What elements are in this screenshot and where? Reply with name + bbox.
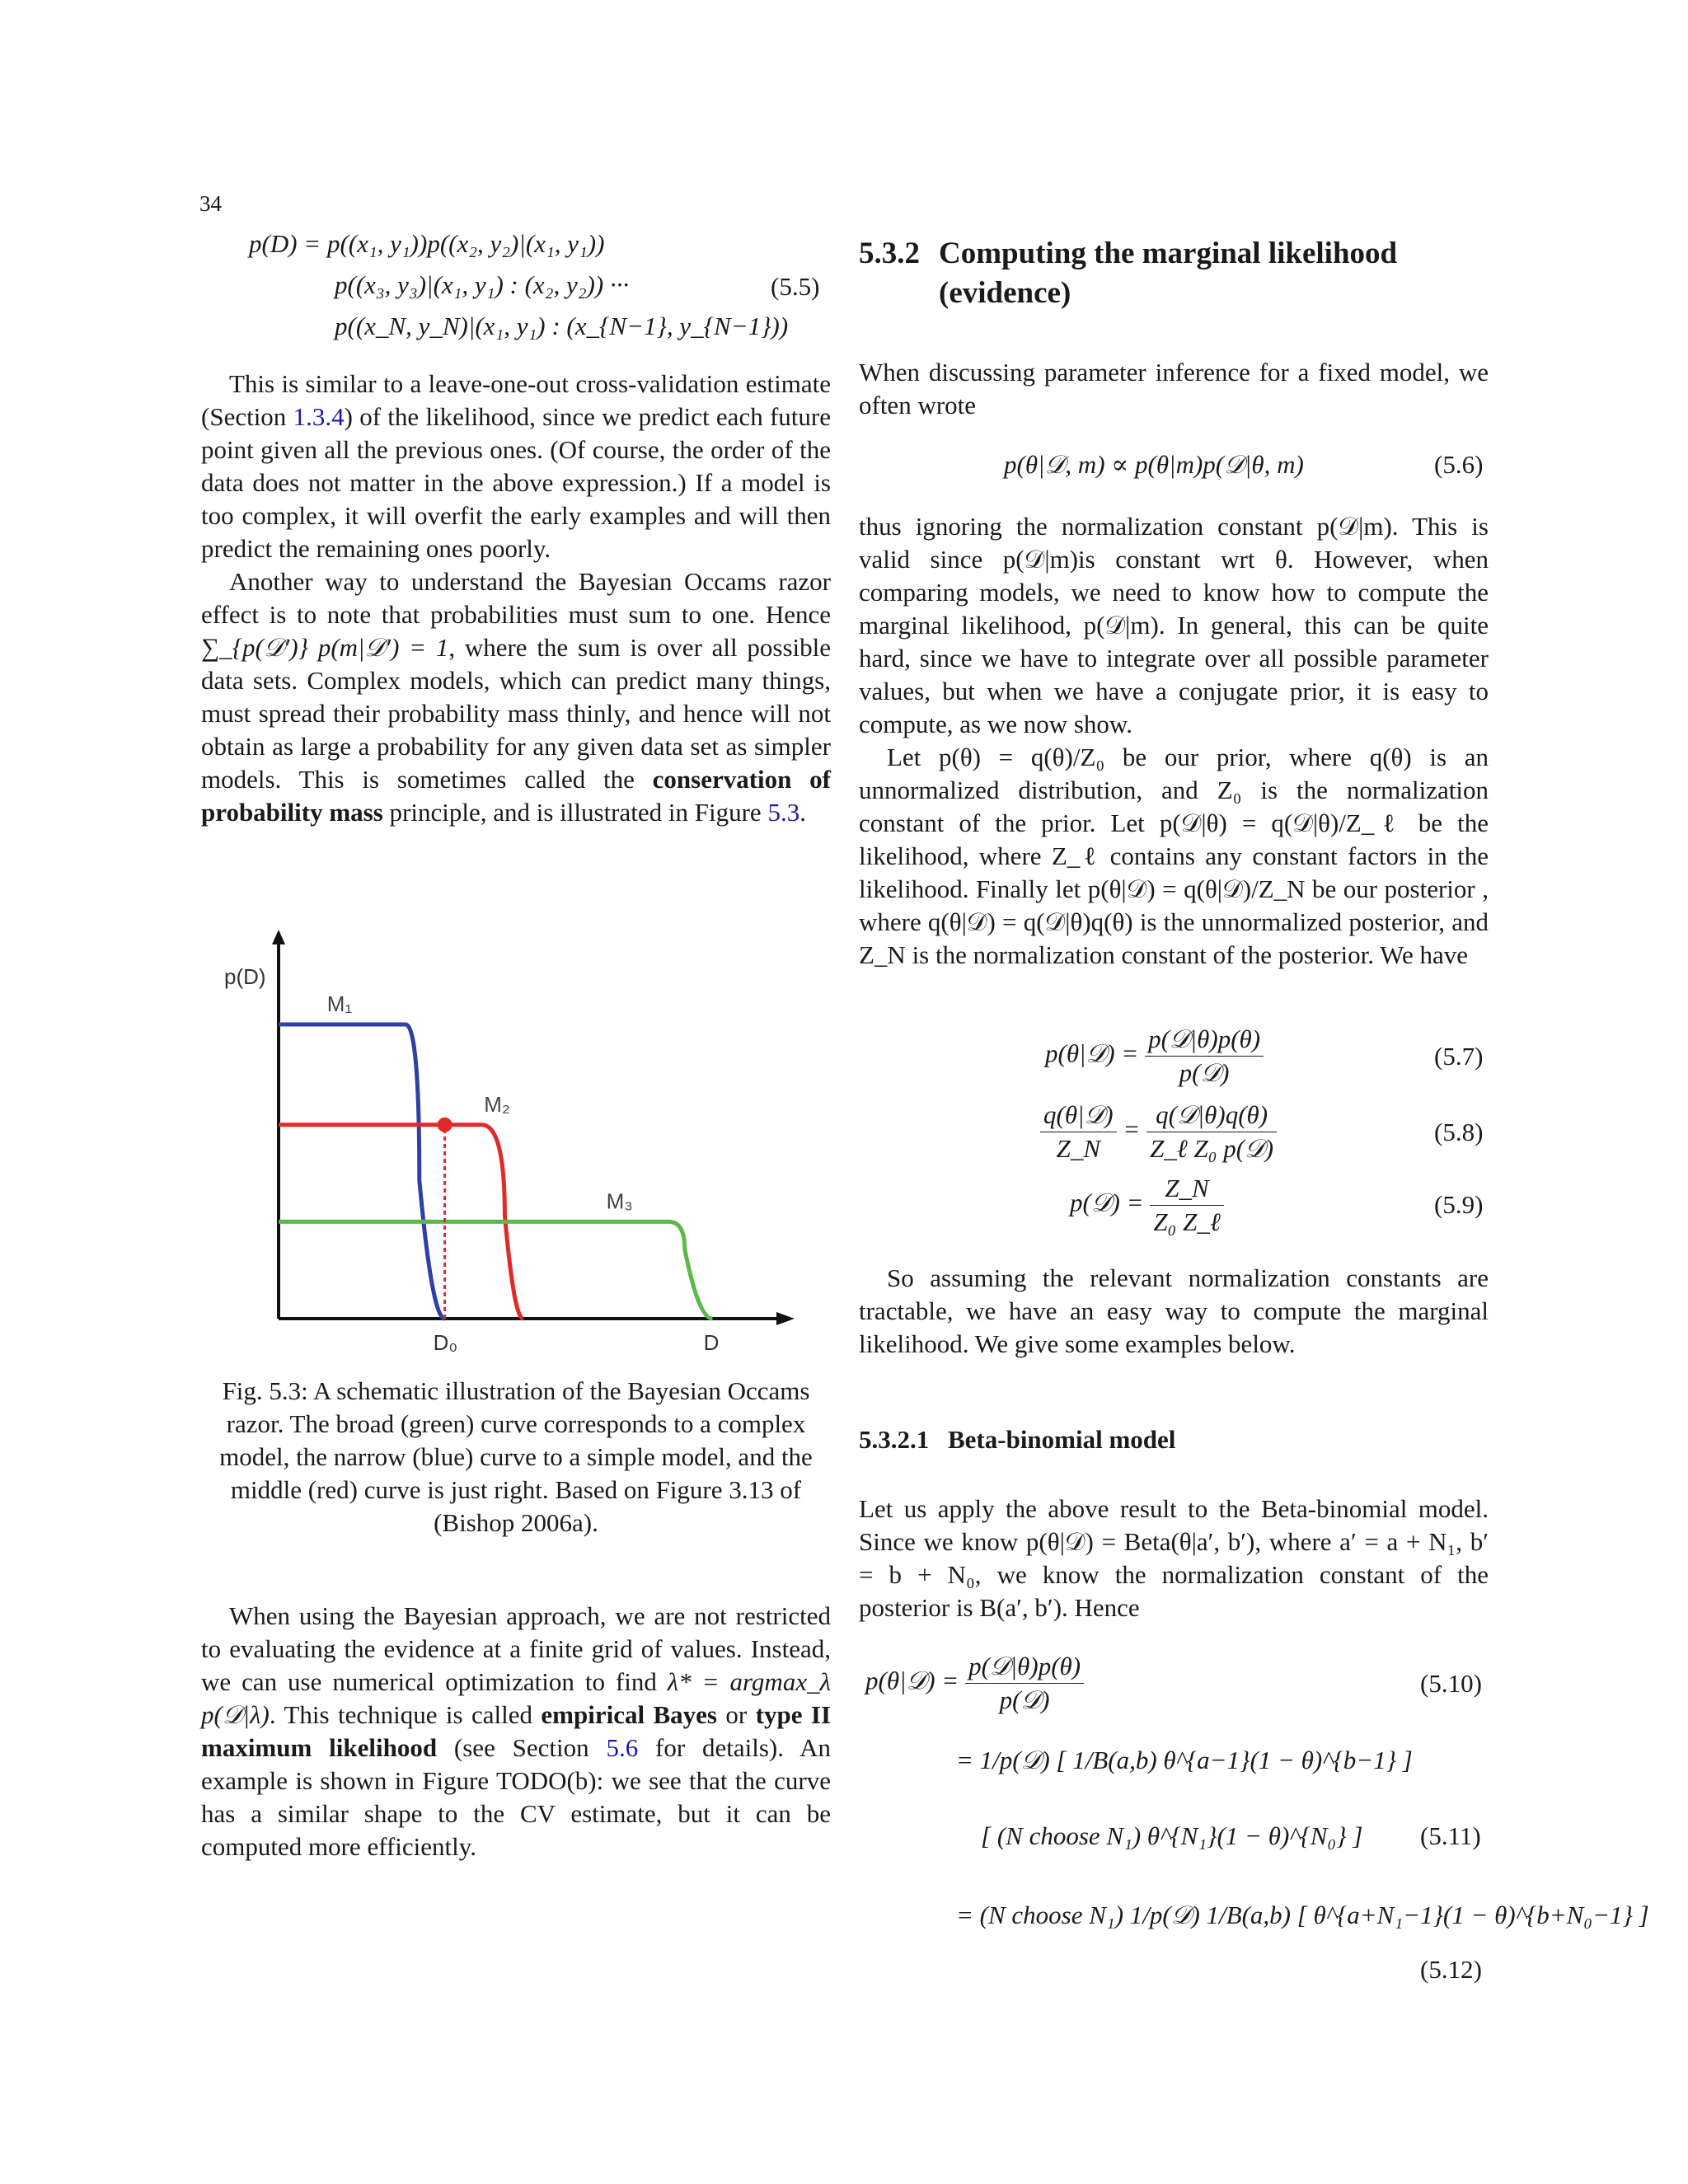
series-label-3: M₃ <box>606 1188 633 1214</box>
eq-5-7-denominator: p(𝒟) <box>1179 1058 1230 1087</box>
p2-text-b: , where the sum is over all possible data sets. Complex models, which can predict many things, must spread their probability mass thinly, and hence will not obtain as large a probability for any given data set as simpler models. This is sometimes called the <box>201 633 831 794</box>
subsection-number: 5.3.2.1 <box>859 1425 930 1454</box>
section-number: 5.3.2 <box>859 237 920 270</box>
p2-bold-term: conservation of probability mass <box>201 765 831 827</box>
subsection-heading-5-3-2-1 <box>859 1425 1175 1455</box>
p2-sum-equation: ∑_{p(𝒟′)} p(m|𝒟′) = 1 <box>201 633 449 662</box>
eq-5-7-number: (5.7) <box>1434 1042 1484 1071</box>
eq-5-9-number: (5.9) <box>1434 1190 1484 1219</box>
right-p2-text: thus ignoring the normalization constant p(𝒟|m). This is valid since p(𝒟|m)is constant wrt θ. However, when comparing models, we need to know how to compute the marginal likelihood, p(𝒟|m). In general, this can be quite hard, since we have to integrate over all possible parameter values, but when we have a conjugate prior, it is easy to compute, as we now show. <box>859 512 1489 738</box>
equation-5-7 <box>1045 1023 1264 1090</box>
eq-5-10-fraction <box>965 1650 1084 1717</box>
eq-5-9-denominator: Z₀ Z_ℓ <box>1153 1207 1221 1236</box>
right-paragraph-2 <box>859 510 1489 972</box>
p2-text-d: . <box>799 798 806 827</box>
section-link-5-6[interactable]: 5.6 <box>606 1733 639 1762</box>
eq-5-8-lhs-denominator: Z_N <box>1056 1134 1101 1163</box>
p3-text-c: or <box>716 1700 756 1729</box>
section-link-1-3-4[interactable]: 1.3.4 <box>293 402 345 431</box>
y-axis-label: p(D) <box>224 964 266 989</box>
right-paragraph-4 <box>859 1262 1489 1361</box>
p3-text-a: When using the Bayesian approach, we are not restricted to evaluating the evidence at a finite grid of values. Instead, we can use numerical optimization to find <box>201 1601 831 1696</box>
equation-5-8 <box>1040 1099 1277 1165</box>
equation-5-9 <box>1070 1172 1224 1239</box>
eq-5-8-lhs-numerator: q(θ|𝒟) <box>1040 1099 1117 1132</box>
equation-5-6: p(θ|𝒟, m) ∝ p(θ|m)p(𝒟|θ, m) <box>1004 450 1304 479</box>
p3-argmax-equation: λ* = argmax_λ p(𝒟|λ) <box>201 1667 831 1729</box>
right-paragraph-1 <box>859 356 1489 422</box>
left-paragraph-3 <box>201 1600 831 1863</box>
eq-5-8-number: (5.8) <box>1434 1118 1484 1146</box>
eq-5-12-number: (5.12) <box>1420 1955 1482 1984</box>
right-p3-text: Let p(θ) = q(θ)/Z₀ be our prior, where q(θ) is an unnormalized distribution, and Z₀ is the normalization constant of the prior. Let p(𝒟|θ) = q(𝒟|θ)/Z_ℓ be the likelihood, where Z_ℓ contains any constant factors in the likelihood. Finally let p(θ|𝒟) = q(θ|𝒟)/Z_N be our posterior , where q(θ|𝒟) = q(𝒟|θ)q(θ) is the unnormalized posterior, and Z_N is the normalization constant of the posterior. We have <box>859 743 1489 969</box>
p3-bold-empirical-bayes: empirical Bayes <box>541 1700 717 1729</box>
eq-5-5-number: (5.5) <box>771 272 820 301</box>
equation-5-10 <box>865 1650 1084 1717</box>
right-p4-text: So assuming the relevant normalization constants are tractable, we have an easy way to compute the marginal likelihood. We give some examples below. <box>859 1263 1489 1358</box>
eq-5-8-rhs-numerator: q(𝒟|θ)q(θ) <box>1146 1099 1277 1132</box>
eq-5-10-numerator: p(𝒟|θ)p(θ) <box>965 1650 1084 1684</box>
series-line-3 <box>279 1221 712 1319</box>
eq-5-9-numerator: Z_N <box>1150 1172 1223 1206</box>
x-axis-label: D <box>703 1330 720 1355</box>
eq-5-11-number: (5.11) <box>1420 1821 1481 1850</box>
series-line-1 <box>279 1024 445 1319</box>
p3-bold-type2-ml: type II maximum likelihood <box>201 1700 832 1762</box>
eq-5-8-rhs-fraction <box>1146 1099 1277 1165</box>
eq-5-10-lhs: p(θ|𝒟) = <box>865 1666 959 1695</box>
eq-5-9-fraction <box>1150 1172 1223 1239</box>
series-label-2: M₂ <box>484 1091 510 1117</box>
left-paragraph-1 <box>201 368 831 829</box>
eq-5-7-fraction <box>1145 1023 1264 1090</box>
figure-5-3-chart <box>214 907 816 1360</box>
p2-text-a: Another way to understand the Bayesian Occams razor effect is to note that probabilities must sum to one. Hence <box>201 567 831 629</box>
right-p1-text: When discussing parameter inference for a fixed model, we often wrote <box>859 358 1489 419</box>
equation-5-11-line2: [ (N choose N₁) θ^{N₁}(1 − θ)^{N₀} ] <box>981 1821 1363 1850</box>
p2-text-c: principle, and is illustrated in Figure <box>382 798 768 827</box>
series-label-1: M₁ <box>326 991 353 1016</box>
eq-5-5-line1: p(D) = p((x₁, y₁))p((x₂, y₂)|(x₁, y₁)) <box>249 229 605 258</box>
figure-5-3-caption: Fig. 5.3: A schematic illustration of the Bayesian Occams razor. The broad (green) curve corresponds to a complex model, the narrow (blue) curve to a simple model, and the middle (red) curve is just right. Based on Figure 3.13 of (Bishop 2006a). <box>219 1376 813 1537</box>
eq-5-6-number: (5.6) <box>1434 450 1484 479</box>
p3-text-d: (see Section <box>437 1733 607 1762</box>
p1-text-b: ) of the likelihood, since we predict each future point given all the previous ones. (Of course, the order of the data does not matter in the above expression.) If a model is too complex, it will overfit the early examples and will then predict the remaining ones poorly. <box>201 402 832 563</box>
page-number: 34 <box>199 191 222 216</box>
eq-5-10-number: (5.10) <box>1420 1669 1482 1698</box>
right-p5-text: Let us apply the above result to the Beta-binomial model. Since we know p(θ|𝒟) = Beta(θ|a′, b′), where a′ = a + N₁, b′ = b + N₀, we know the normalization constant of the posterior is B(a′, b′). Hence <box>859 1494 1489 1622</box>
eq-5-7-lhs: p(θ|𝒟) = <box>1045 1038 1139 1068</box>
eq-5-5-line3: p((x_N, y_N)|(x₁, y₁) : (x_{N−1}, y_{N−1})) <box>335 312 789 340</box>
section-heading-5-3-2 <box>859 234 1485 313</box>
eq-5-8-lhs-fraction <box>1040 1099 1117 1165</box>
p3-text-b: . This technique is called <box>269 1700 542 1729</box>
section-title: Computing the marginal likelihood (evidence) <box>939 237 1398 310</box>
y-axis-arrow <box>272 930 285 944</box>
eq-5-8-equals: = <box>1123 1114 1147 1144</box>
p1-text-a: This is similar to a leave-one-out cross-validation estimate (Section <box>201 369 831 431</box>
eq-5-9-lhs: p(𝒟) = <box>1070 1188 1144 1217</box>
p3-text-e: for details). An example is shown in Figure TODO(b): we see that the curve has a similar shape to the CV estimate, but it can be computed more efficiently. <box>201 1733 832 1861</box>
equation-5-11-line1: = 1/p(𝒟) [ 1/B(a,b) θ^{a−1}(1 − θ)^{b−1} ] <box>956 1746 1413 1774</box>
equation-5-12: = (N choose N₁) 1/p(𝒟) 1/B(a,b) [ θ^{a+N₁−1}(1 − θ)^{b+N₀−1} ] <box>956 1900 1649 1929</box>
x-axis-arrow <box>776 1312 795 1325</box>
eq-5-10-denominator: p(𝒟) <box>999 1685 1050 1714</box>
eq-5-5-line2: p((x₃, y₃)|(x₁, y₁) : (x₂, y₂)) ··· <box>335 270 630 299</box>
eq-5-8-rhs-denominator: Z_ℓ Z₀ p(𝒟) <box>1150 1134 1274 1163</box>
right-paragraph-5 <box>859 1493 1489 1624</box>
subsection-title: Beta-binomial model <box>948 1425 1176 1454</box>
eq-5-7-numerator: p(𝒟|θ)p(θ) <box>1145 1023 1264 1057</box>
x-tick-label-d0: D₀ <box>433 1330 458 1355</box>
figure-link-5-3[interactable]: 5.3 <box>767 798 800 827</box>
